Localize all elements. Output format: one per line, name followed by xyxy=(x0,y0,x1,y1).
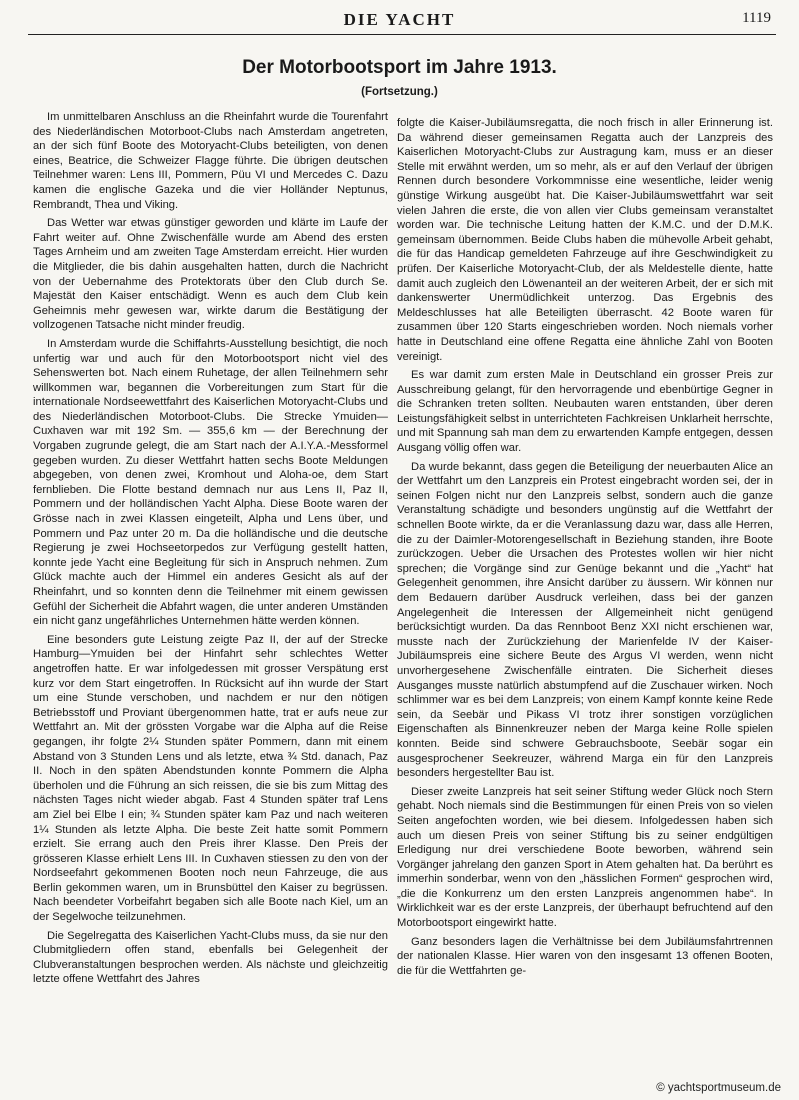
paragraph: folgte die Kaiser-Jubiläumsregatta, die noch frisch in aller Erinnerung ist. Da während dieser gemeinsamen Regatta auch der Lanzpreis des Kaiserlichen Motoryacht-Clubs zur Austragung kam, muss er an dieser Stelle mit erwähnt werden, um so mehr, als er auf den Verlauf der übrigen Rennen durch besondere Vorkommnisse eine wesentliche, leider wenig günstige Wirkung ausgeübt hat. Die Kaiser-Jubiläumswettfahrt war seit vielen Jahren die erste, die von allen vier Clubs gemeinsam veranstaltet worden war. Die technische Leitung hatten der K.M.C. und der D.M.K. gemeinsam übernommen. Beide Clubs haben die mühevolle Arbeit gehabt, die für das Handicap gemeldeten Fahrzeuge auf ihre Geschwindigkeit zu prüfen. Der Kaiserliche Motoryacht-Club, der als Meldestelle diente, hatte damit auch zugleich den Löwenanteil an der weiteren Arbeit, der er sich mit dankenswerter Unermüdlichkeit unterzog. Das Ergebnis des Meldeschlusses hat alle Beteiligten überrascht. 42 Boote waren für zusammen über 120 Starts eingeschrieben worden. Noch niemals vorher hatte in Deutschland eine offene Regatta eine ähnliche Zahl von Booten vereinigt. xyxy=(397,117,773,363)
paragraph: Die Segelregatta des Kaiserlichen Yacht-Clubs muss, da sie nur den Clubmitgliedern offen stand, ebenfalls bei Gelegenheit der Clubveranstaltungen besprochen werden. Als nächste und gleichzeitig letzte offene Wettfahrt des Jahres xyxy=(33,929,388,986)
paragraph: Es war damit zum ersten Male in Deutschland ein grosser Preis zur Ausschreibung gelangt, für den hervorragende und ebenbürtige Gegner in die Schranken treten sollten. Neubauten waren entstanden, über deren Leistungsfähigkeit selbst in unterrichteten Fachkreisen Unklarheit herrschte, und mit Spannung sah man dem zu erwartenden Kampfe entgegen, dessen Ausgang völlig offen war. xyxy=(397,369,773,455)
paragraph: Eine besonders gute Leistung zeigte Paz II, der auf der Strecke Hamburg—Ymuiden bei der Hinfahrt sehr schlechtes Wetter angetroffen hatte. Er war infolgedessen mit grosser Verspätung erst kurz vor dem Start eingetroffen. In Rücksicht auf ihn wurde der Start um eine Stunde verschoben, und nachdem er nur den nötigen Betriebsstoff und Proviant übergenommen hatte, trat er aufs neue zur Wettfahrt an. Mit der grössten Vorgabe war die Alpha auf die Reise gegangen, ihr folgte 2¼ Stunden später Pommern, dann mit einem Abstand von 3 Stunden Lens und als letzte, etwa ¾ Std. danach, Paz II. Noch in den späten Abendstunden konnte Pommern die Alpha überholen und die Führung an sich reissen, die sie bis zum Mittag des nächsten Tages nicht wieder abgab. Fast 4 Stunden später traf Lens am Ziel bei Elbe I ein; ¾ Stunden später kam Paz und nach weiteren 1¼ Stunden als letzte Alpha. Die beste Zeit hatte somit Pommern erzielt. Sie errang auch den Preis ihrer Klasse. Den Preis der grösseren Klasse erhielt Lens III. In Cuxhaven stiessen zu den von der Nordseefahrt gekommenen Booten noch neun Fahrzeuge, die aus Berlin gekommen waren, um in Brunsbüttel den Kaiser zu begrüssen. Nach beendeter Vorbeifahrt begaben sich alle Boote nach Kiel, um an der Segelwoche teilzunehmen. xyxy=(33,633,388,924)
page-header xyxy=(0,0,799,36)
header-rule xyxy=(28,34,776,35)
article-title: Der Motorbootsport im Jahre 1913. xyxy=(242,57,557,78)
paragraph: Ganz besonders lagen die Verhältnisse bei dem Jubiläumsfahrtrennen der nationalen Klasse. Hier waren von den insgesamt 13 offenen Booten, die für die Wettfahrten ge- xyxy=(397,935,773,977)
paragraph: Im unmittelbaren Anschluss an die Rheinfahrt wurde die Tourenfahrt des Niederländischen Motorboot-Clubs nach Amsterdam angetreten, an der sich fünf Boote des Motoryacht-Clubs beteiligten, von denen eines, Beatrice, die Schweizer Flagge führte. Die übrigen deutschen Teilnehmer waren: Lens III, Pommern, Püu VI und Mercedes C. Dazu kamen die englische Gazeka und die vier Holländer Neptunus, Rembrandt, Thea und Viking. xyxy=(33,111,388,211)
right-column xyxy=(397,116,773,982)
running-head: DIE YACHT xyxy=(343,10,456,29)
page-number: 1119 xyxy=(742,10,771,26)
watermark: © yachtsportmuseum.de xyxy=(656,1082,781,1094)
paragraph: Das Wetter war etwas günstiger geworden und klärte im Laufe der Fahrt weiter auf. Ohne Zwischenfälle wurde am Abend des ersten Tages Arnheim und am zweiten Tage Amsterdam erreicht. Hier wurden die Mitglieder, die bis dahin ausgehalten hatten, durch die Nachricht von der Uebernahme des Protektorats über den Club durch Se. Majestät den Kaiser entschädigt. Wenn es auch dem Club kein Geheimnis mehr gewesen war, wirkte darum die Bestätigung der vollzogenen Tatsache nicht minder freudig. xyxy=(33,217,388,332)
paragraph: Dieser zweite Lanzpreis hat seit seiner Stiftung weder Glück noch Stern gehabt. Noch niemals sind die Bestimmungen für einen Preis von so vielen Seiten angefochten worden, wie bei diesem. Infolgedessen haben sich auch um diesen Preis von seiner Stiftung bis zu seiner endgültigen Erledigung nur drei verschiedene Boote beworben, während sein Vorgänger jahrelang den ganzen Sport in Atem gehalten hat. Da berührt es immerhin sonderbar, wenn von den „hässlichen Formen“ gesprochen wird, „die die Konkurrenz um den ersten Lanzpreis angenommen habe“. In Wirklichkeit war es der erste Lanzpreis, der überhaupt befruchtend auf den Motorbootsport eingewirkt hatte. xyxy=(397,785,773,930)
paragraph: In Amsterdam wurde die Schiffahrts-Ausstellung besichtigt, die noch unfertig war und auch für den Motorbootsport nicht viel des Sehenswerten bot. Nach einem Ruhetage, der allen Teilnehmern sehr willkommen war, begannen die Vorbereitungen zum Start für die internationale Nordseewettfahrt des Kaiserlichen Motoryacht-Clubs und des Niederländischen Motorboot-Clubs. Die Strecke Ymuiden—Cuxhaven war mit 192 Sm. — 355,6 km — der Berechnung der Vorgaben zugrunde gelegt, die am Start nach der A.I.Y.A.-Messformel gegeben wurden. Zu dieser Wettfahrt hatten sechs Boote Meldungen abgegeben, von denen zwei, Kromhout und Aloha-oe, dem Start fernblieben. Die Flotte bestand demnach nur aus Lens II, Paz II, Pommern und der holländischen Yacht Alpha. Diese Boote waren der Grösse nach in zwei Klassen eingeteilt, Alpha und Lens über, und Pommern und Paz unter 20 m. Da die holländische und die deutsche Regierung je zwei Hochseetorpedos zur Verfügung gestellt hatten, konnte jede Yacht eine Begleitung für sich in Anspruch nehmen. Zum Glück machte auch der Himmel ein anderes Gesicht als auf der Rheinfahrt, und so konnten denn die Teilnehmer mit einem gewissen Gefühl der Sicherheit die Abfahrt wagen, die unter anderen Umständen ein nicht ganz ungefährliches Unternehmen hätte werden können. xyxy=(33,337,388,628)
article-subtitle: (Fortsetzung.) xyxy=(361,86,438,98)
paragraph: Da wurde bekannt, dass gegen die Beteiligung der neuerbauten Alice an der Wettfahrt um den Lanzpreis ein Protest eingebracht worden sei, der in seinen Folgen nicht nur den Lanzpreis selbst, sondern auch die ganze Veranstaltung schädigte und besonders ungünstig auf die Wettfahrt der schnellen Boote wirkte, da er die Veranlassung dazu war, dass alle Herren, die zu der Daimler-Motorengesellschaft in Beziehung standen, ihre Boote zurückzogen. Ueber die Ursachen des Protestes wollen wir hier nicht sprechen; die Vorgänge sind zur Genüge bekannt und die „Yacht“ hat Gelegenheit genommen, ihre Ansicht darüber zu äussern. Wir können nur dem Bedauern darüber Ausdruck verleihen, dass bei der ganzen Angelegenheit die Interessen der Allgemeinheit nicht genügend berücksichtigt wurden. Da das Rennboot Benz XXI nicht erschienen war, musste nach der Zurückziehung der Marienfelde IV der Kaiser-Jubiläumspreis eine sichere Beute des Argus VI werden, wenn nicht unvorhergesehene Zwischenfälle eintraten. Die Sicherheit dieses Ausganges musste natürlich abstumpfend auf die Zuschauer wirken. Noch schlimmer war es bei dem Lanzpreis; von einem Kampf konnte keine Rede sein, da Seebär und Pikass VI trotz ihrer sonstigen vorzüglichen Eigenschaften als Binnenkreuzer neben der Marga keine Rolle spielen konnten. Beide sind schwere Gebrauchsboote, Seebär sogar ein ausgesprochener Seekreuzer, während Marga ein für den Lanzpreis besonders hergestellter Bau ist. xyxy=(397,460,773,780)
left-column xyxy=(33,110,388,991)
